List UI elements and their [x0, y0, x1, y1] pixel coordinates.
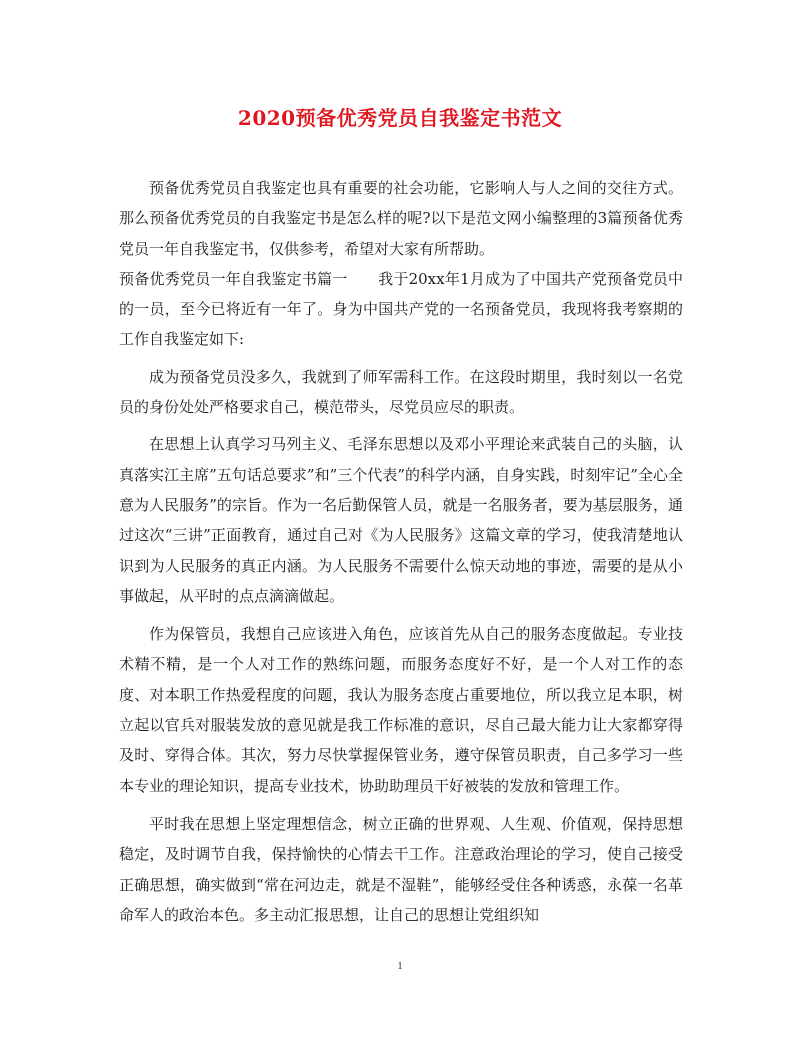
- paragraph-ideology: 在思想上认真学习马列主义、毛泽东思想以及邓小平理论来武装自己的头脑，认真落实江主席”五句话总要求”和”三个代表”的科学内涵，自身实践，时刻牢记”全心全意为人民服务”的宗旨。作为一名后勤保管人员，就是一名服务者，要为基层服务，通过这次“三讲”正面教育，通过自己对《为人民服务》这篇文章的学习，使我清楚地认识到为人民服务的真正内涵。为人民服务不需要什么惊天动地的事迹，需要的是从小事做起，从平时的点点滴滴做起。: [119, 435, 683, 605]
- paragraph-beliefs: 平时我在思想上坚定理想信念，树立正确的世界观、人生观、价值观，保持思想稳定，及时调节自我，保持愉快的心情去干工作。注意政治理论的学习，使自己接受正确思想，确实做到“常在河边走，就是不湿鞋”，能够经受住各种诱惑，永葆一名革命军人的政治本色。多主动汇报思想，让自己的思想让党组织知: [119, 814, 683, 924]
- paragraph-section-one: 预备优秀党员一年自我鉴定书篇一 我于20xx年1月成为了中国共产党预备党员中的一员，至今已将近有一年了。身为中国共产党的一名预备党员，我现将我考察期的工作自我鉴定如下:: [119, 269, 683, 349]
- page-number: 1: [397, 960, 403, 972]
- document-body: [119, 173, 683, 930]
- paragraph-custodian: 作为保管员，我想自己应该进入角色，应该首先从自己的服务态度做起。专业技术精不精，是一个人对工作的熟练问题，而服务态度好不好，是一个人对工作的态度、对本职工作热爱程度的问题，我认为服务态度占重要地位，所以我立足本职，树立起以官兵对服装发放的意见就是我工作标准的意识，尽自己最大能力让大家都穿得及时、穿得合体。其次，努力尽快掌握保管业务，遵守保管员职责，自己多学习一些本专业的理论知识，提高专业技术，协助助理员干好被装的发放和管理工作。: [119, 625, 683, 795]
- paragraph-joining: 成为预备党员没多久，我就到了师军需科工作。在这段时期里，我时刻以一名党员的身份处处严格要求自己，模范带头，尽党员应尽的职责。: [119, 367, 683, 417]
- document-title: 2020预备优秀党员自我鉴定书范文: [237, 106, 563, 130]
- paragraph-intro: 预备优秀党员自我鉴定也具有重要的社会功能，它影响人与人之间的交往方式。那么预备优秀党员的自我鉴定书是怎么样的呢?以下是范文网小编整理的3篇预备优秀党员一年自我鉴定书，仅供参考，希望对大家有所帮助。: [119, 179, 683, 258]
